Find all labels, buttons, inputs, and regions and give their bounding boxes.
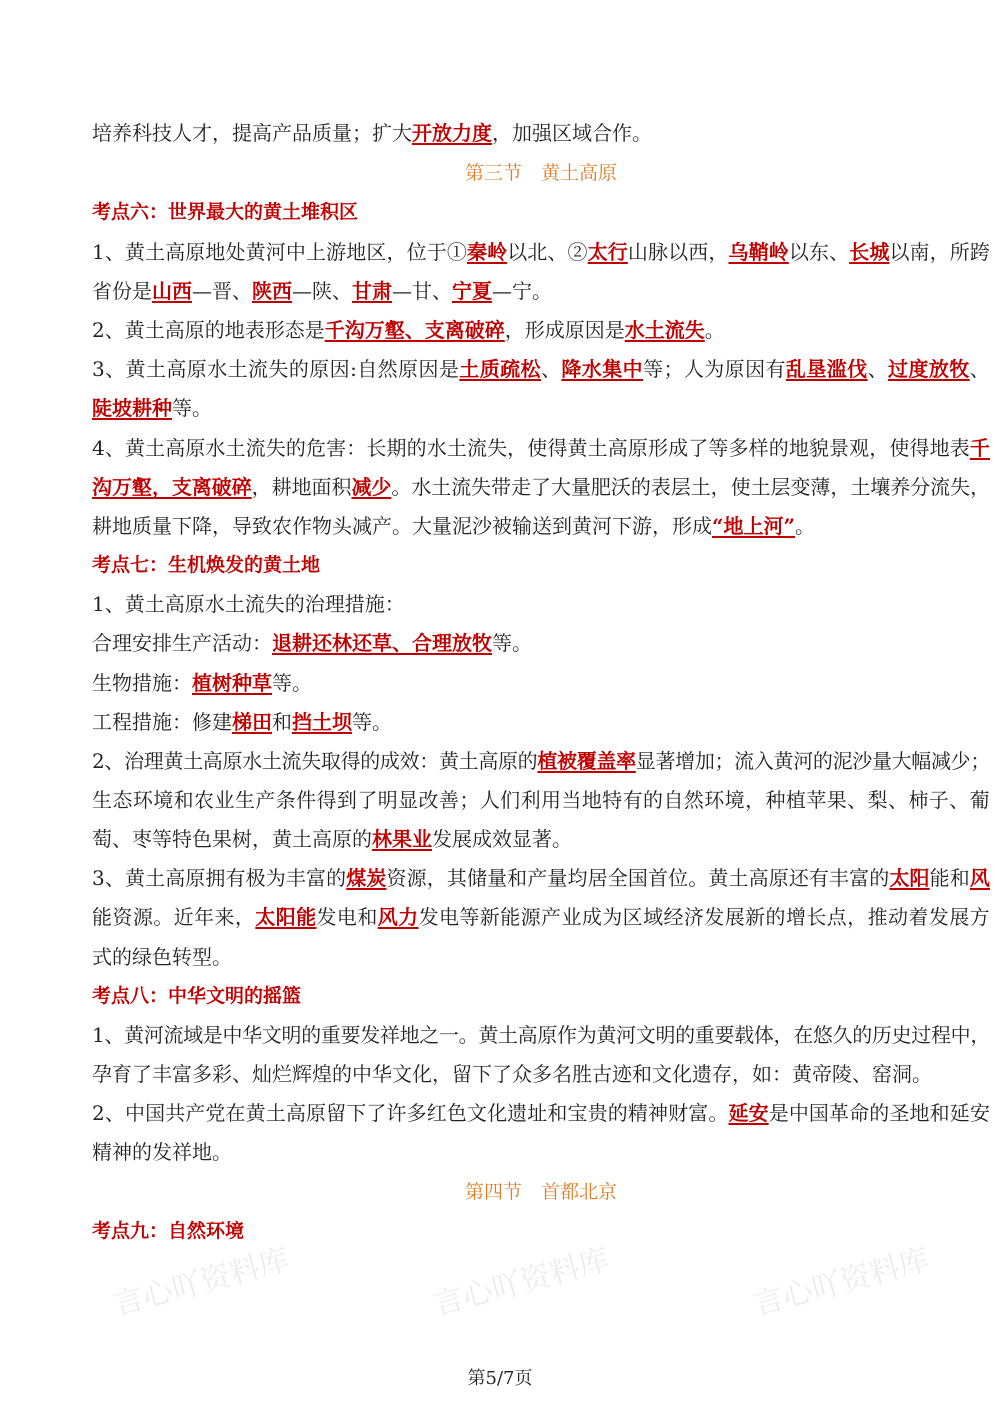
paragraph-line xyxy=(92,511,990,541)
watermark-text: 言心吖资料库 xyxy=(749,1242,933,1323)
key-point-heading xyxy=(92,981,990,1011)
answer-keyword: 水土流失 xyxy=(624,318,705,342)
answer-keyword: 山西 xyxy=(152,279,192,303)
text-segment: 式的绿色转型。 xyxy=(92,945,232,969)
paragraph-line xyxy=(92,1098,990,1128)
section-title xyxy=(92,158,990,188)
line-text xyxy=(465,158,617,188)
answer-keyword: 风力 xyxy=(377,905,419,929)
text-segment: 等。 xyxy=(272,671,312,695)
answer-keyword: 陕西 xyxy=(252,279,292,303)
line-text xyxy=(92,550,320,580)
answer-keyword: 宁夏 xyxy=(452,279,492,303)
answer-keyword: 太阳能 xyxy=(255,905,317,929)
text-segment: 省份是 xyxy=(92,279,152,303)
text-segment: 显著增加；流入黄河的泥沙量大幅减少； xyxy=(635,749,991,773)
answer-keyword: 乱垦滥伐 xyxy=(785,357,868,381)
paragraph-line xyxy=(92,942,990,972)
answer-keyword: 甘肃 xyxy=(352,279,392,303)
line-text xyxy=(92,511,815,541)
text-segment: 3、黄土高原水土流失的原因:自然原因是 xyxy=(92,357,460,381)
text-segment: 考点六：世界最大的黄土堆积区 xyxy=(92,201,359,223)
text-segment: 考点八：中华文明的摇篮 xyxy=(92,985,302,1007)
text-segment: 1、黄河流域是中华文明的重要发祥地之一。黄土高原作为黄河文明的重要载体，在悠久的历史过程中， xyxy=(92,1023,991,1047)
text-segment: 等。 xyxy=(352,710,392,734)
text-segment: 生态环境和农业生产条件得到了明显改善；人们利用当地特有的自然环境，种植苹果、梨、柿子、葡 xyxy=(92,788,990,812)
text-segment: 资源，其储量和产量均居全国首位。黄土高原还有丰富的 xyxy=(386,866,890,890)
text-segment: 孕育了丰富多彩、灿烂辉煌的中华文化，留下了众多名胜古迹和文化遗存，如：黄帝陵、窑洞。 xyxy=(92,1062,932,1086)
text-segment: 等。 xyxy=(492,631,532,655)
text-segment: 等；人为原因有 xyxy=(643,357,786,381)
answer-keyword: 秦岭 xyxy=(466,240,508,264)
answer-keyword: 挡土坝 xyxy=(292,710,352,734)
text-segment: —甘、 xyxy=(392,279,452,303)
answer-keyword: 千沟万壑、支离破碎 xyxy=(324,318,505,342)
line-text xyxy=(92,237,990,267)
text-segment: 发电等新能源产业成为区域经济发展新的增长点，推动着发展方 xyxy=(418,905,991,929)
text-segment: 考点七：生机焕发的黄土地 xyxy=(92,554,321,576)
paragraph-line xyxy=(92,315,990,345)
answer-keyword: 乌鞘岭 xyxy=(728,240,789,264)
watermark-text: 言心吖资料库 xyxy=(109,1242,293,1323)
paragraph-line xyxy=(92,824,990,854)
text-segment: 能和 xyxy=(929,866,970,890)
line-text xyxy=(92,1216,244,1246)
answer-keyword: 太阳 xyxy=(889,866,930,890)
text-segment: 合理安排生产活动： xyxy=(92,631,272,655)
answer-keyword: “地上河” xyxy=(712,514,796,538)
text-segment: 2、中国共产党在黄土高原留下了许多红色文化遗址和宝贵的精神财富。 xyxy=(92,1101,729,1125)
line-text xyxy=(92,589,405,619)
text-segment: 发展成效显著。 xyxy=(432,827,572,851)
paragraph-line xyxy=(92,785,990,815)
paragraph-line xyxy=(92,1020,990,1050)
paragraph-line xyxy=(92,393,990,423)
text-segment: 以北、② xyxy=(507,240,588,264)
text-segment: 。 xyxy=(795,514,816,538)
line-text xyxy=(92,707,392,737)
line-text xyxy=(92,824,572,854)
text-segment: 生物措施： xyxy=(92,671,192,695)
line-text xyxy=(92,981,301,1011)
text-segment: 以东、 xyxy=(788,240,850,264)
text-segment: 工程措施：修建 xyxy=(92,710,232,734)
answer-keyword: 过度放牧 xyxy=(888,357,970,381)
line-text xyxy=(92,354,990,384)
key-point-heading xyxy=(92,550,990,580)
paragraph-line xyxy=(92,589,990,619)
line-text xyxy=(92,628,532,658)
answer-keyword: 千 xyxy=(969,436,990,460)
paragraph-line xyxy=(92,433,990,463)
paragraph-line xyxy=(92,707,990,737)
watermark-text: 言心吖资料库 xyxy=(429,1242,613,1323)
text-segment: 1、黄土高原地处黄河中上游地区，位于① xyxy=(92,240,467,264)
text-segment: 3、黄土高原拥有极为丰富的 xyxy=(92,866,347,890)
answer-keyword: 减少 xyxy=(351,475,392,499)
paragraph-line xyxy=(92,668,990,698)
answer-keyword: 退耕还林还草、合理放牧 xyxy=(272,631,492,655)
text-segment: 4、黄土高原水土流失的危害：长期的水土流失，使得黄土高原形成了等多样的地貌景观，使得地表 xyxy=(92,436,970,460)
answer-keyword: 沟万壑，支离破碎 xyxy=(92,475,252,499)
answer-keyword: 长城 xyxy=(849,240,890,264)
text-segment: 等。 xyxy=(172,396,212,420)
text-segment: —晋、 xyxy=(192,279,252,303)
key-point-heading xyxy=(92,197,990,227)
line-text xyxy=(92,1059,932,1089)
answer-keyword: 陡坡耕种 xyxy=(92,396,172,420)
text-segment: 萄、枣等特色果树，黄土高原的 xyxy=(92,827,372,851)
text-segment: 1、黄土高原水土流失的治理措施： xyxy=(92,592,405,616)
text-segment: 山脉以西， xyxy=(627,240,729,264)
line-text xyxy=(92,902,990,932)
line-text xyxy=(92,197,358,227)
text-segment: 发电和 xyxy=(316,905,378,929)
line-text xyxy=(92,118,652,148)
paragraph-line xyxy=(92,1137,990,1167)
line-text xyxy=(92,315,725,345)
text-segment: 以南，所跨 xyxy=(889,240,991,264)
line-text xyxy=(92,668,312,698)
text-segment: ，形成原因是 xyxy=(504,318,625,342)
line-text xyxy=(92,472,990,502)
line-text xyxy=(92,433,990,463)
line-text xyxy=(92,785,990,815)
answer-keyword: 降水集中 xyxy=(561,357,644,381)
text-segment: 。水土流失带走了大量肥沃的表层土，使土层变薄，土壤养分流失， xyxy=(391,475,991,499)
line-text xyxy=(92,393,212,423)
text-segment: —宁。 xyxy=(492,279,552,303)
answer-keyword: 林果业 xyxy=(372,827,432,851)
answer-keyword: 梯田 xyxy=(232,710,272,734)
line-text xyxy=(92,1137,232,1167)
text-segment: 。 xyxy=(704,318,725,342)
text-segment: ，耕地面积 xyxy=(251,475,352,499)
text-segment: 能资源。近年来， xyxy=(92,905,256,929)
text-segment: 和 xyxy=(272,710,292,734)
paragraph-line xyxy=(92,472,990,502)
paragraph-line xyxy=(92,237,990,267)
key-point-heading xyxy=(92,1216,990,1246)
line-text xyxy=(92,942,232,972)
text-segment: 精神的发祥地。 xyxy=(92,1140,232,1164)
answer-keyword: 延安 xyxy=(728,1101,769,1125)
paragraph-line xyxy=(92,902,990,932)
text-segment: 培养科技人才，提高产品质量；扩大 xyxy=(92,121,412,145)
text-segment: ，加强区域合作。 xyxy=(492,121,652,145)
line-text xyxy=(92,1098,990,1128)
line-text xyxy=(92,863,990,893)
answer-keyword: 风 xyxy=(969,866,991,890)
line-text xyxy=(92,746,990,776)
text-segment: 、 xyxy=(540,357,562,381)
text-segment: 、 xyxy=(867,357,888,381)
line-text xyxy=(92,1020,990,1050)
paragraph-line xyxy=(92,628,990,658)
paragraph-line xyxy=(92,354,990,384)
answer-keyword: 煤炭 xyxy=(346,866,387,890)
answer-keyword: 植树种草 xyxy=(192,671,272,695)
paragraph-line xyxy=(92,863,990,893)
answer-keyword: 土质疏松 xyxy=(459,357,541,381)
text-segment: 、 xyxy=(969,357,991,381)
page-number: 第5/7页 xyxy=(467,1368,533,1389)
text-segment: 第四节 首都北京 xyxy=(464,1181,617,1203)
text-segment: 考点九：自然环境 xyxy=(92,1220,245,1242)
paragraph-line xyxy=(92,1059,990,1089)
text-segment: 耕地质量下降，导致农作物头减产。大量泥沙被输送到黄河下游，形成 xyxy=(92,514,712,538)
text-segment: 2、治理黄土高原水土流失取得的成效：黄土高原的 xyxy=(92,749,538,773)
line-text xyxy=(92,276,552,306)
paragraph-line xyxy=(92,276,990,306)
text-segment: 2、黄土高原的地表形态是 xyxy=(92,318,325,342)
paragraph-line xyxy=(92,746,990,776)
answer-keyword: 开放力度 xyxy=(412,121,492,145)
text-segment: —陕、 xyxy=(292,279,352,303)
text-segment: 是中国革命的圣地和延安 xyxy=(768,1101,990,1125)
paragraph-line xyxy=(92,118,990,148)
line-text xyxy=(465,1177,617,1207)
text-segment: 第三节 黄土高原 xyxy=(464,162,617,184)
answer-keyword: 植被覆盖率 xyxy=(537,749,636,773)
section-title xyxy=(92,1177,990,1207)
answer-keyword: 太行 xyxy=(587,240,628,264)
